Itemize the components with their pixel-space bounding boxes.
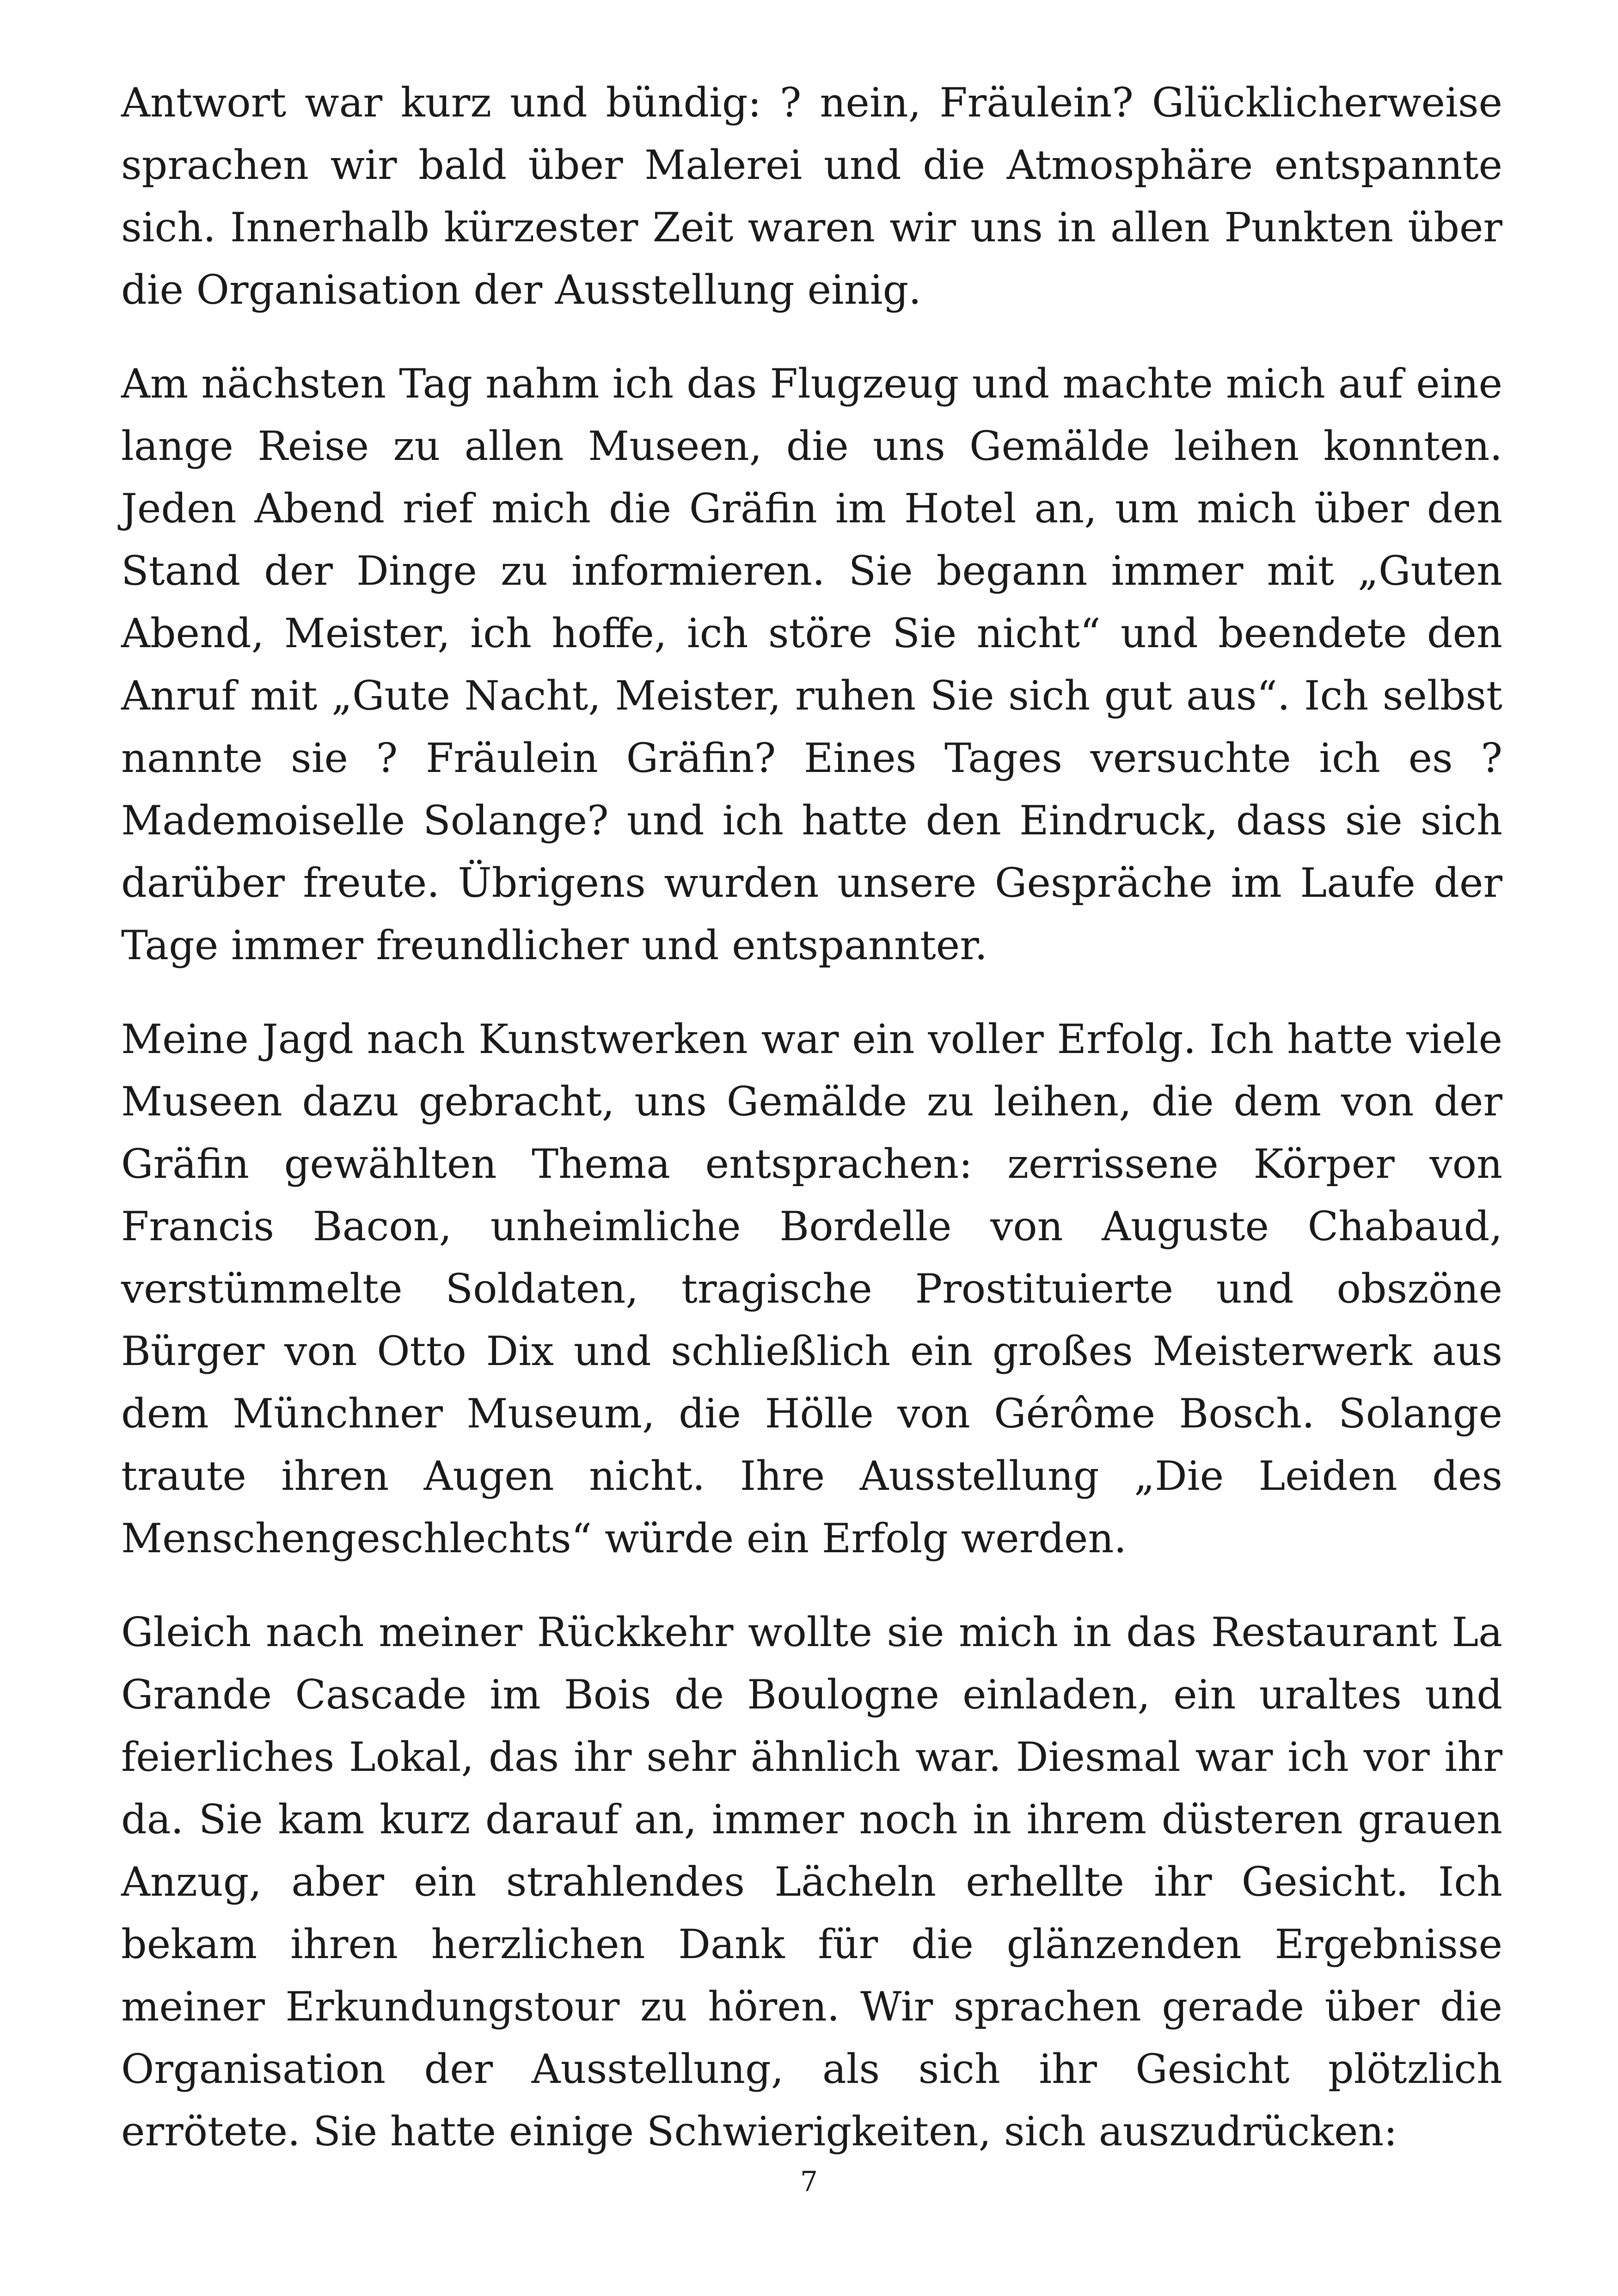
paragraph: Meine Jagd nach Kunstwerken war ein voller Erfolg. Ich hatte viele Museen dazu gebracht, uns Gemälde zu leihen, die dem von der Gräfin gewählten Thema entsprachen: zerrissene Körper von Francis Bacon, unheimliche Bordelle von Auguste Chabaud, verstümmelte Soldaten, tragische Prostituierte und obszöne Bürger von Otto Dix und schließlich ein großes Meisterwerk aus dem Münchner Museum, die Hölle von Gérôme Bosch. Solange traute ihren Augen nicht. Ihre Ausstellung „Die Leiden des Menschengeschlechts“ würde ein Erfolg werden.: [121, 1016, 1502, 1562]
paragraph: Gleich nach meiner Rückkehr wollte sie mich in das Restaurant La Grande Cascade im Bois de Boulogne einladen, ein uraltes und feierliches Lokal, das ihr sehr ähnlich war. Diesmal war ich vor ihr da. Sie kam kurz darauf an, immer noch in ihrem düsteren grauen Anzug, aber ein strahlendes Lächeln erhellte ihr Gesicht. Ich bekam ihren herzlichen Dank für die glänzenden Ergebnisse meiner Erkundungstour zu hören. Wir sprachen gerade über die Organisation der Ausstellung, als sich ihr Gesicht plötzlich errötete. Sie hatte einige Schwierigkeiten, sich auszudrücken:: [121, 1609, 1502, 2155]
paragraph: Antwort war kurz und bündig: ? nein, Fräulein? Glücklicherweise sprachen wir bald über Malerei und die Atmosphäre entspannte sich. Innerhalb kürzester Zeit waren wir uns in allen Punkten über die Organisation der Ausstellung einig.: [121, 79, 1502, 313]
body-text: [121, 72, 1502, 2163]
page-number: 7: [800, 2166, 818, 2198]
paragraph: Am nächsten Tag nahm ich das Flugzeug und machte mich auf eine lange Reise zu allen Museen, die uns Gemälde leihen konnten. Jeden Abend rief mich die Gräfin im Hotel an, um mich über den Stand der Dinge zu informieren. Sie begann immer mit „Guten Abend, Meister, ich hoffe, ich störe Sie nicht“ und beendete den Anruf mit „Gute Nacht, Meister, ruhen Sie sich gut aus“. Ich selbst nannte sie ? Fräulein Gräfin? Eines Tages versuchte ich es ? Mademoiselle Solange? und ich hatte den Eindruck, dass sie sich darüber freute. Übrigens wurden unsere Gespräche im Laufe der Tage immer freundlicher und entspannter.: [121, 360, 1502, 969]
